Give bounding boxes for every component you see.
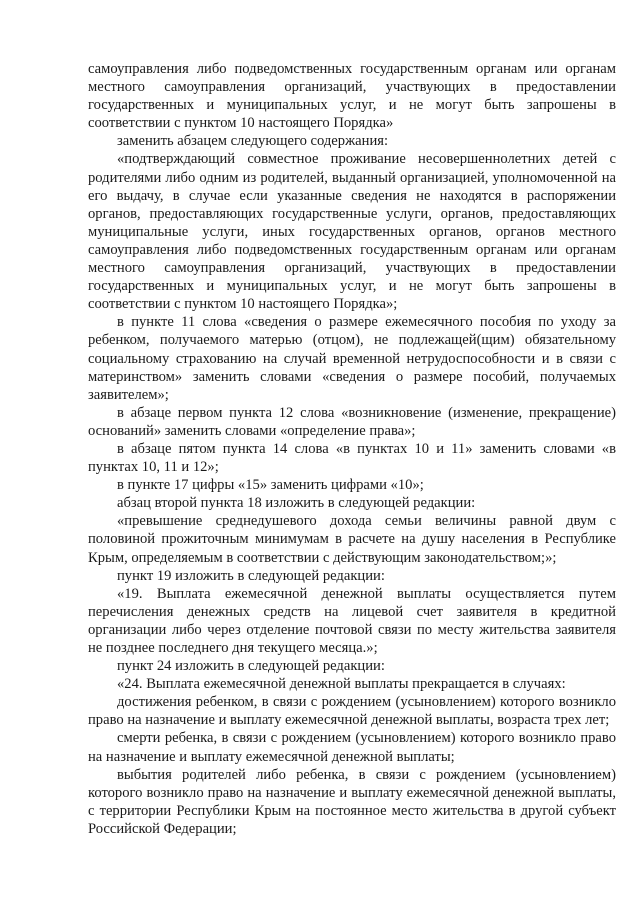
- paragraph-item-12: в абзаце первом пункта 12 слова «возникновение (изменение, прекращение) оснований» заменить словами «определение права»;: [88, 404, 616, 439]
- paragraph-case-death: смерти ребенка, в связи с рождением (усыновлением) которого возникло право на назначение и выплату ежемесячной денежной выплаты;: [88, 730, 616, 765]
- paragraph-continuation: самоуправления либо подведомственных государственным органам или органам местного самоуправления организаций, участвующих в предоставлении государственных и муниципальных услуг, и не могут быть запрошены в соответствии с пунктом 10 настоящего Порядка»: [88, 61, 616, 132]
- paragraph-replace-instruction: заменить абзацем следующего содержания:: [117, 133, 389, 150]
- paragraph-item-17: в пункте 17 цифры «15» заменить цифрами «10»;: [117, 477, 424, 494]
- paragraph-new-wording: «подтверждающий совместное проживание несовершеннолетних детей с родителями либо одним из родителей, выданный организацией, уполномоченной на его выдачу, в случае если указанные сведения не находятся в распоряжении органов, предоставляющих государственные услуги, органов, предоставляющих муниципальные услуги, иных государственных органов, органов местного самоуправления либо подведомственных государственным органам или органам местного самоуправления организаций, участвующих в предоставлении государственных и муниципальных услуг, и не могут быть запрошены в соответствии с пунктом 10 настоящего Порядка»;: [88, 151, 616, 313]
- paragraph-item-19: пункт 19 изложить в следующей редакции:: [117, 567, 385, 584]
- paragraph-item-14: в абзаце пятом пункта 14 слова «в пунктах 10 и 11» заменить словами «в пунктах 10, 11 и 12»;: [88, 440, 616, 476]
- paragraph-item-19-text: «19. Выплата ежемесячной денежной выплаты осуществляется путем перечисления денежных средств на лицевой счет заявителя в кредитной организации либо через отделение почтовой связи по месту жительства заявителя не позднее последнего дня текущего месяца.»;: [88, 585, 616, 656]
- paragraph-case-age: достижения ребенком, в связи с рождением (усыновлением) которого возникло право на назначение и выплату ежемесячной денежной выплаты, возраста трех лет;: [88, 694, 616, 729]
- paragraph-item-18: абзац второй пункта 18 изложить в следующей редакции:: [117, 495, 476, 512]
- paragraph-item-11: в пункте 11 слова «сведения о размере ежемесячного пособия по уходу за ребенком, получаемого матерью (отцом), не подлежащей(щим) обязательному социальному страхованию на случай временной нетрудоспособности и в связи с материнством» заменить словами «сведения о размере пособий, получаемых заявителем»;: [88, 314, 616, 403]
- paragraph-item-24-text: «24. Выплата ежемесячной денежной выплаты прекращается в случаях:: [117, 676, 566, 693]
- paragraph-case-relocation: выбытия родителей либо ребенка, в связи с рождением (усыновлением) которого возникло право на назначение и выплату ежемесячной денежной выплаты, с территории Республики Крым на постоянное место жительства в другой субъект Российской Федерации;: [88, 766, 616, 837]
- paragraph-item-18-text: «превышение среднедушевого дохода семьи величины равной двум с половиной прожиточным минимумам в расчете на душу населения в Республике Крым, определяемым в соответствии с действующим законодательством;»;: [88, 513, 616, 566]
- paragraph-item-24: пункт 24 изложить в следующей редакции:: [117, 658, 385, 675]
- document-body: [88, 60, 616, 838]
